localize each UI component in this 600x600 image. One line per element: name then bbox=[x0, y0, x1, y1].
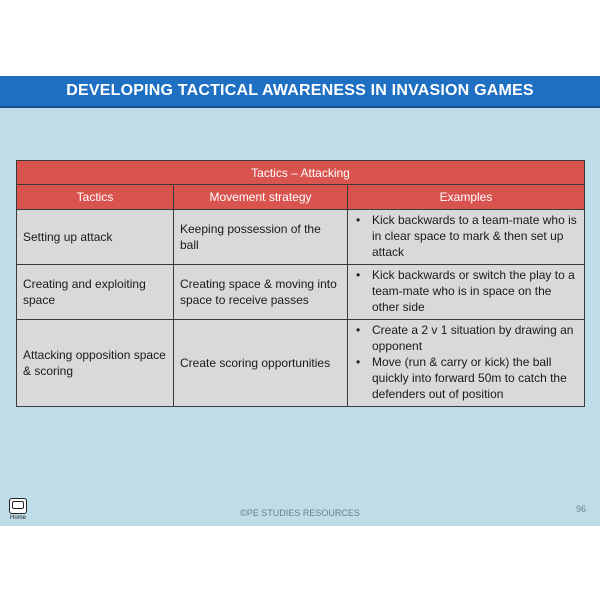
home-label: Home bbox=[9, 515, 26, 521]
examples-cell bbox=[348, 210, 585, 265]
tactic-cell: Attacking opposition space & scoring bbox=[17, 320, 174, 407]
column-header-tactics: Tactics bbox=[17, 185, 174, 210]
table-caption-row bbox=[17, 161, 585, 185]
column-header-movement-strategy: Movement strategy bbox=[174, 185, 348, 210]
slide bbox=[0, 76, 600, 526]
tactic-cell: Setting up attack bbox=[17, 210, 174, 265]
strategy-cell: Creating space & moving into space to receive passes bbox=[174, 265, 348, 320]
column-header-examples: Examples bbox=[348, 185, 585, 210]
page-number: 96 bbox=[575, 504, 586, 514]
table-row bbox=[17, 210, 585, 265]
tactics-table bbox=[16, 160, 585, 407]
table-caption: Tactics – Attacking bbox=[17, 161, 585, 185]
example-item: • Create a 2 v 1 situation by drawing an opponent bbox=[354, 322, 578, 354]
strategy-cell: Create scoring opportunities bbox=[174, 320, 348, 407]
table-header-row bbox=[17, 185, 585, 210]
examples-cell bbox=[348, 320, 585, 407]
example-item: • Move (run & carry or kick) the ball quickly into forward 50m to catch the defenders out of position bbox=[354, 354, 578, 402]
examples-cell bbox=[348, 265, 585, 320]
example-item: • Kick backwards to a team-mate who is in clear space to mark & then set up attack bbox=[354, 212, 578, 260]
table-row bbox=[17, 320, 585, 407]
strategy-cell: Keeping possession of the ball bbox=[174, 210, 348, 265]
slide-title: DEVELOPING TACTICAL AWARENESS IN INVASION GAMES bbox=[0, 76, 600, 108]
table-row bbox=[17, 265, 585, 320]
tactic-cell: Creating and exploiting space bbox=[17, 265, 174, 320]
copyright-text: ©PE STUDIES RESOURCES bbox=[240, 508, 360, 518]
example-item: • Kick backwards or switch the play to a team-mate who is in space on the other side bbox=[354, 267, 578, 315]
